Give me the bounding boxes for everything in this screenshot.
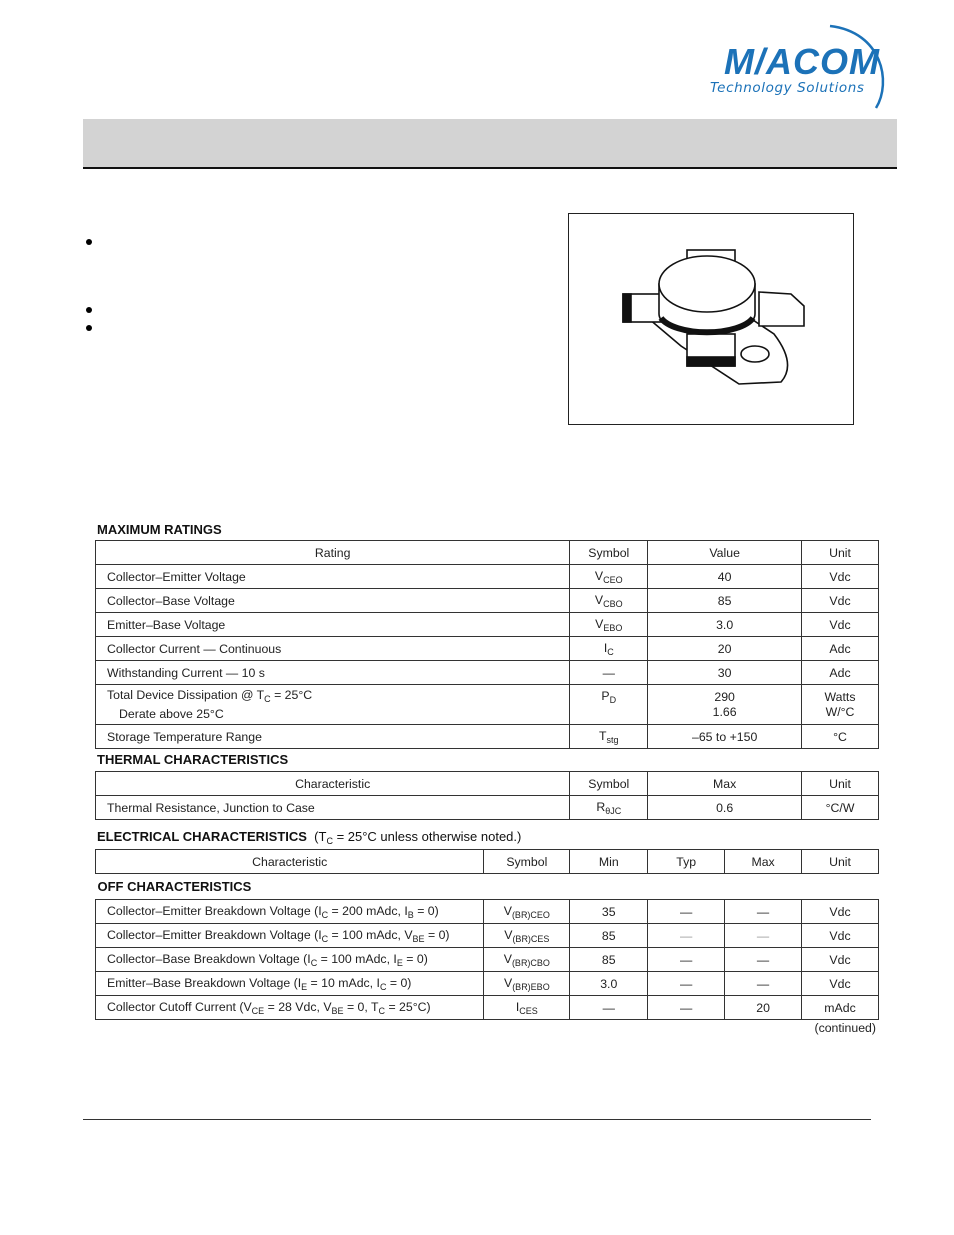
table-row: Collector–Emitter Voltage $V_{CEO}$ 40 Vdc (96, 565, 879, 589)
logo-wordmark: M/ACOM (724, 41, 880, 82)
footer-rule (83, 1119, 871, 1120)
table-header-row: Characteristic Symbol Max Unit (96, 772, 879, 796)
header-symbol: Symbol (570, 541, 648, 565)
table-header-row (96, 541, 879, 565)
table-row: Collector–Base Breakdown Voltage ($I_C = 100$ mAdc, $I_E = 0$) $V_{(BR)CBO}$ 85 — — Vdc (96, 948, 879, 972)
electrical-table (95, 849, 879, 1020)
table-row: Thermal Resistance, Junction to Case $R_{\theta JC}$ 0.6 °C/W (96, 796, 879, 820)
electrical-title: ELECTRICAL CHARACTERISTICS ($T_C = 25^\circ C$ unless otherwise noted.) (97, 829, 522, 846)
table-row: Storage Temperature Range $T_{stg}$ –65 to +150 °C (96, 725, 879, 749)
header-unit: Unit (802, 541, 879, 565)
macom-logo (706, 24, 886, 112)
thermal-title: THERMAL CHARACTERISTICS (97, 752, 289, 767)
off-characteristics-row: OFF CHARACTERISTICS (96, 874, 879, 900)
table-row: Collector Cutoff Current ($V_{CE} = 28$ Vdc, $V_{BE} = 0$, $T_C = 25^\circ C$) $I_{CES}$ — — 20 mAdc (96, 996, 879, 1020)
table-row: Emitter–Base Breakdown Voltage ($I_E = 10$ mAdc, $I_C = 0$) $V_{(BR)EBO}$ 3.0 — — Vdc (96, 972, 879, 996)
table-row: Collector–Emitter Breakdown Voltage ($I_C = 100$ mAdc, $V_{BE} = 0$) $V_{(BR)CES}$ 85 — — Vdc (96, 924, 879, 948)
logo-tagline: Technology Solutions (710, 80, 865, 96)
thermal-table (95, 771, 879, 820)
title-bar (83, 119, 897, 169)
table-row: Collector Current — Continuous $I_C$ 20 Adc (96, 637, 879, 661)
transistor-package-icon (569, 214, 852, 423)
table-row: Total Device Dissipation @ $T_C = 25^\circ C$ Derate above 25°C $P_D$ 290 1.66 Watts W/°C (96, 685, 879, 725)
max-ratings-table (95, 540, 879, 749)
continued-note: (continued) (814, 1021, 876, 1035)
bullet-icon (86, 325, 92, 331)
table-row: Withstanding Current — 10 s — 30 Adc (96, 661, 879, 685)
table-row: Collector–Base Voltage $V_{CBO}$ 85 Vdc (96, 589, 879, 613)
table-header-row: Characteristic Symbol Min Typ Max Unit (96, 850, 879, 874)
header-rating: Rating (96, 541, 570, 565)
table-row: Emitter–Base Voltage $V_{EBO}$ 3.0 Vdc (96, 613, 879, 637)
package-image (568, 213, 854, 425)
bullet-icon (86, 307, 92, 313)
header-value: Value (648, 541, 802, 565)
table-row: Collector–Emitter Breakdown Voltage ($I_C = 200$ mAdc, $I_B = 0$) $V_{(BR)CEO}$ 35 — — Vdc (96, 900, 879, 924)
bullet-icon (86, 239, 92, 245)
max-ratings-title: MAXIMUM RATINGS (97, 522, 222, 537)
